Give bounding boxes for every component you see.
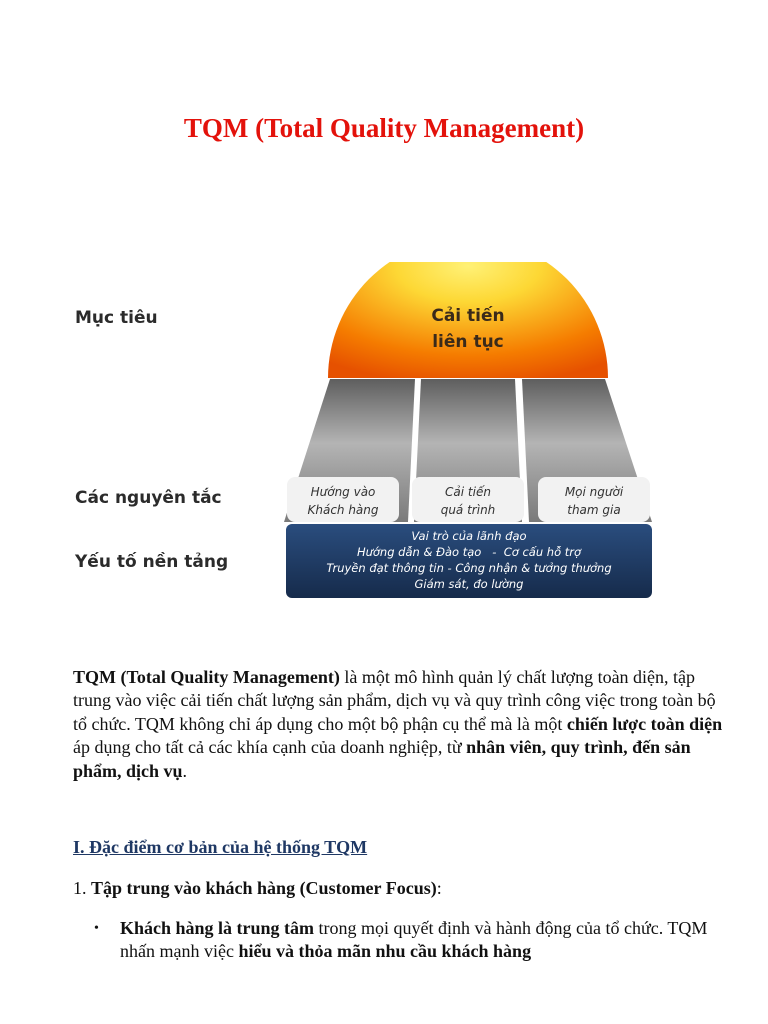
label-foundation: Yếu tố nền tảng [75,552,229,572]
pillar-1-line-2: Khách hàng [307,503,379,517]
pillar-3-line-1: Mọi người [564,485,624,499]
intro-text-2: áp dụng cho tất cả các khía cạnh của doanh nghiệp, từ [73,737,467,758]
dome-line-2: liên tục [432,332,504,352]
intro-text-3: . [182,760,188,781]
pillar-3-line-2: tham gia [567,503,621,517]
label-principles: Các nguyên tắc [75,488,222,508]
pillar-1-line-1: Hướng vào [310,485,376,499]
bullet-icon: • [94,921,99,936]
label-goal: Mục tiêu [75,308,158,328]
bullet-list [73,917,713,964]
dome-line-1: Cải tiến [431,306,505,326]
page-title: TQM (Total Quality Management) [183,113,585,143]
base-line-2: Hướng dẫn & Đào tạo - Cơ cấu hỗ trợ [356,545,582,559]
intro-bold-2: nhân viên, quy trình, đến sản phẩm, dịch vụ [73,737,691,781]
tqm-diagram-svg [60,262,680,607]
intro-term: TQM (Total Quality Management) [73,667,340,687]
intro-paragraph [73,666,723,783]
point-colon: : [436,878,442,898]
point-title [73,878,442,899]
intro-bold-1: chiến lược toàn diện [566,713,723,734]
point-number: 1. [73,878,91,898]
pillar-2-line-2: quá trình [440,503,496,517]
intro-text-1: là một mô hình quản lý chất lượng toàn diện, tập trung vào việc cải tiến chất lượng sản phẩm, dịch vụ và quy trình công việc trong toàn bộ tổ chức. TQM không chỉ áp dụng cho một bộ phận cụ thể mà là một [73,667,716,734]
base-line-1: Vai trò của lãnh đạo [411,529,527,543]
pillar-2-line-1: Cải tiến [445,485,491,499]
bullet-bold-2: hiểu và thỏa mãn nhu cầu khách hàng [238,941,532,962]
base-line-3: Truyền đạt thông tin - Công nhận & tưởng thưởng [326,561,612,575]
tqm-diagram [60,262,680,607]
base-line-4: Giám sát, đo lường [414,577,524,591]
list-item [73,917,713,964]
point-title-text: Tập trung vào khách hàng (Customer Focus) [91,878,437,898]
bullet-text-1: trong mọi quyết định và hành động của tổ chức. TQM nhấn mạnh việc [120,918,708,962]
bullet-bold-1: Khách hàng là trung tâm [120,918,315,938]
section-heading[interactable]: I. Đặc điểm cơ bản của hệ thống TQM [73,837,368,857]
